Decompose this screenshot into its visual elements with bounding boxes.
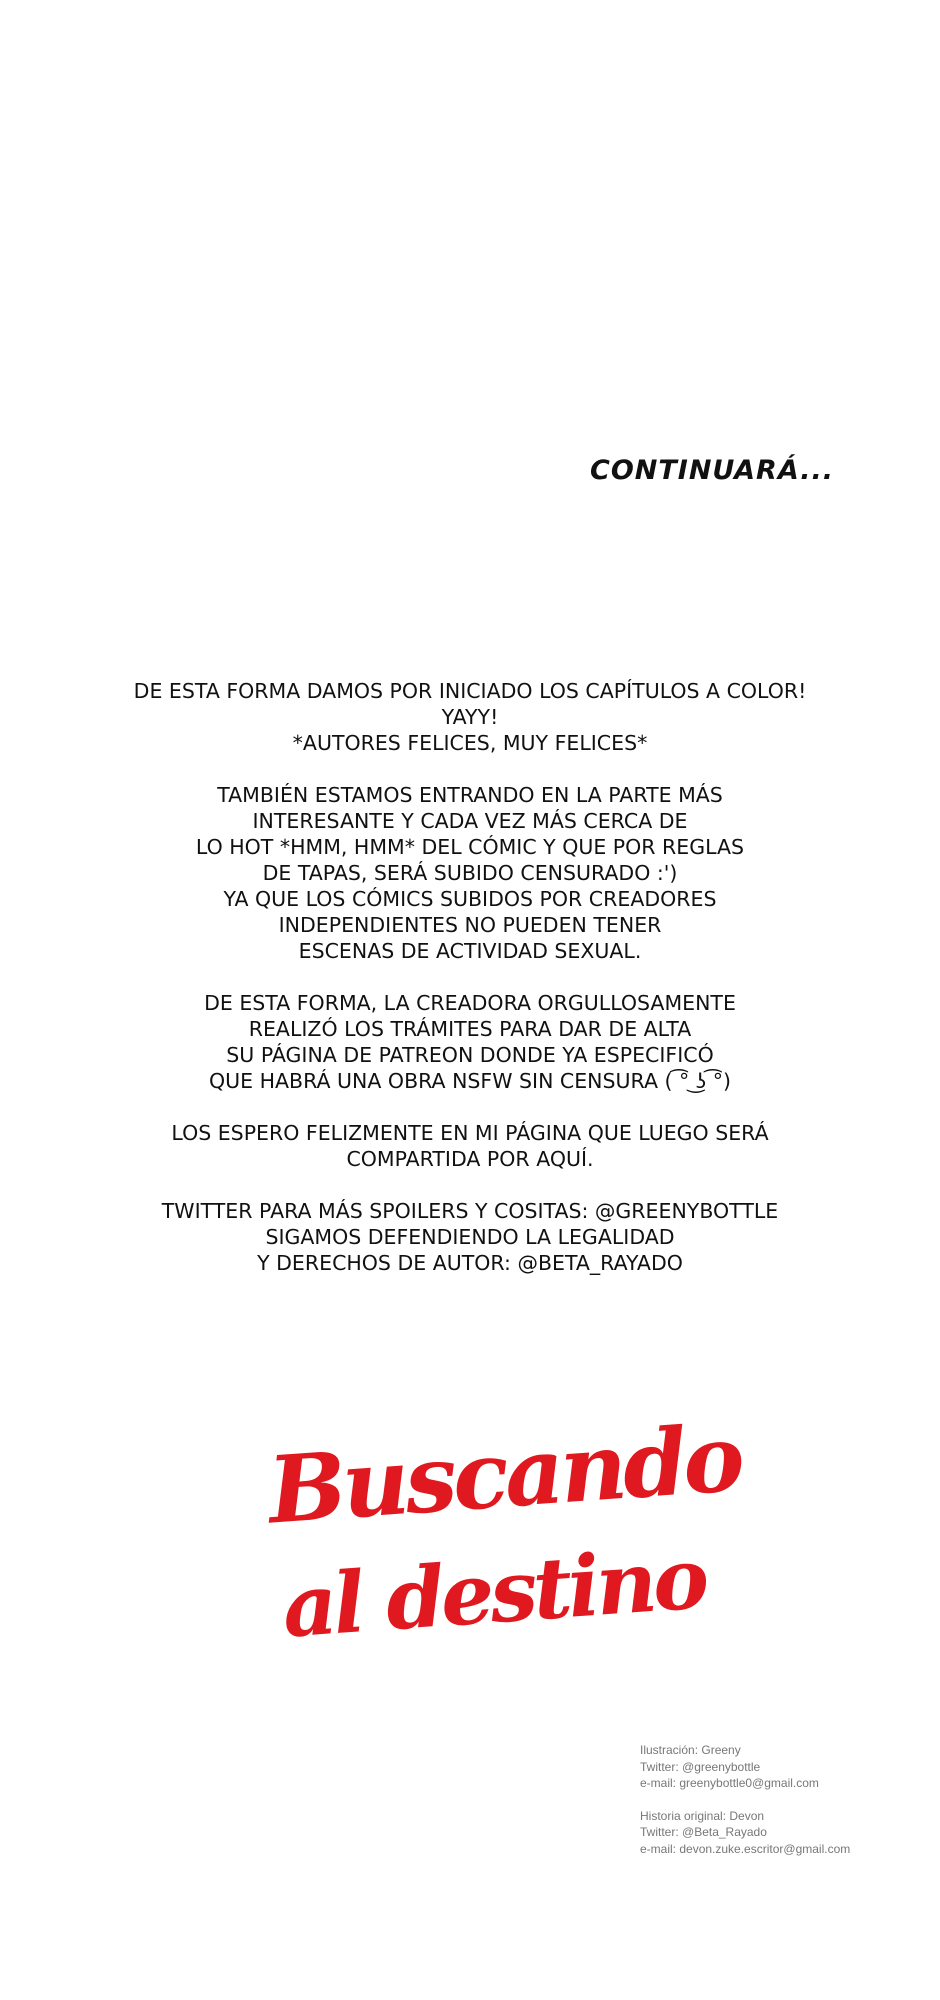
continuara-text: CONTINUARÁ... <box>590 455 834 486</box>
credit-line: Ilustración: Greeny <box>640 1743 741 1757</box>
logo-line-2: al destino <box>279 1528 709 1657</box>
message-paragraph <box>70 1120 870 1172</box>
credits <box>640 1742 930 1873</box>
message-line: TAMBIÉN ESTAMOS ENTRANDO EN LA PARTE MÁS <box>217 783 723 807</box>
message-line: REALIZÓ LOS TRÁMITES PARA DAR DE ALTA <box>248 1017 692 1041</box>
message-line: LOS ESPERO FELIZMENTE EN MI PÁGINA QUE LUEGO SERÁ <box>171 1121 769 1145</box>
message-paragraph <box>70 990 870 1094</box>
message-paragraph <box>70 678 870 756</box>
message-line: YAYY! <box>441 705 499 729</box>
credit-line: Historia original: Devon <box>640 1808 765 1823</box>
message-line: SU PÁGINA DE PATREON DONDE YA ESPECIFICÓ <box>226 1043 714 1067</box>
message-line: INDEPENDIENTES NO PUEDEN TENER <box>278 913 662 937</box>
message-line: DE ESTA FORMA DAMOS POR INICIADO LOS CAPÍTULOS A COLOR! <box>133 679 807 703</box>
credit-line: e-mail: devon.zuke.escritor@gmail.com <box>640 1841 851 1856</box>
message-line: Y DERECHOS DE AUTOR: @BETA_RAYADO <box>257 1251 683 1275</box>
message-line: LO HOT *HMM, HMM* DEL CÓMIC Y QUE POR REGLAS <box>195 835 745 859</box>
message-line: ESCENAS DE ACTIVIDAD SEXUAL. <box>298 939 642 963</box>
message-line: INTERESANTE Y CADA VEZ MÁS CERCA DE <box>252 809 688 833</box>
title-logo <box>260 1395 744 1657</box>
logo-line-1: Buscando <box>264 1403 744 1545</box>
credit-line: e-mail: greenybottle0@gmail.com <box>640 1776 819 1790</box>
message-line: QUE HABRÁ UNA OBRA NSFW SIN CENSURA ( ͡° ͜ʖ ͡°) <box>208 1069 731 1093</box>
credit-line: Twitter: @Beta_Rayado <box>640 1825 767 1839</box>
message-paragraph <box>70 1198 870 1276</box>
message-line: DE TAPAS, SERÁ SUBIDO CENSURADO :') <box>262 861 678 885</box>
credits-story <box>640 1808 930 1858</box>
message-paragraph <box>70 782 870 964</box>
message-line: COMPARTIDA POR AQUÍ. <box>346 1147 594 1171</box>
message-line: DE ESTA FORMA, LA CREADORA ORGULLOSAMENTE <box>204 991 736 1015</box>
message-line: YA QUE LOS CÓMICS SUBIDOS POR CREADORES <box>223 887 717 911</box>
message-line: TWITTER PARA MÁS SPOILERS Y COSITAS: @GREENYBOTTLE <box>161 1199 779 1223</box>
author-message <box>70 678 870 1302</box>
title-logo-svg <box>260 1395 744 1657</box>
message-line: SIGAMOS DEFENDIENDO LA LEGALIDAD <box>265 1225 675 1249</box>
message-line: *AUTORES FELICES, MUY FELICES* <box>292 731 648 755</box>
credits-illustration <box>640 1742 930 1792</box>
credit-line: Twitter: @greenybottle <box>640 1759 761 1774</box>
